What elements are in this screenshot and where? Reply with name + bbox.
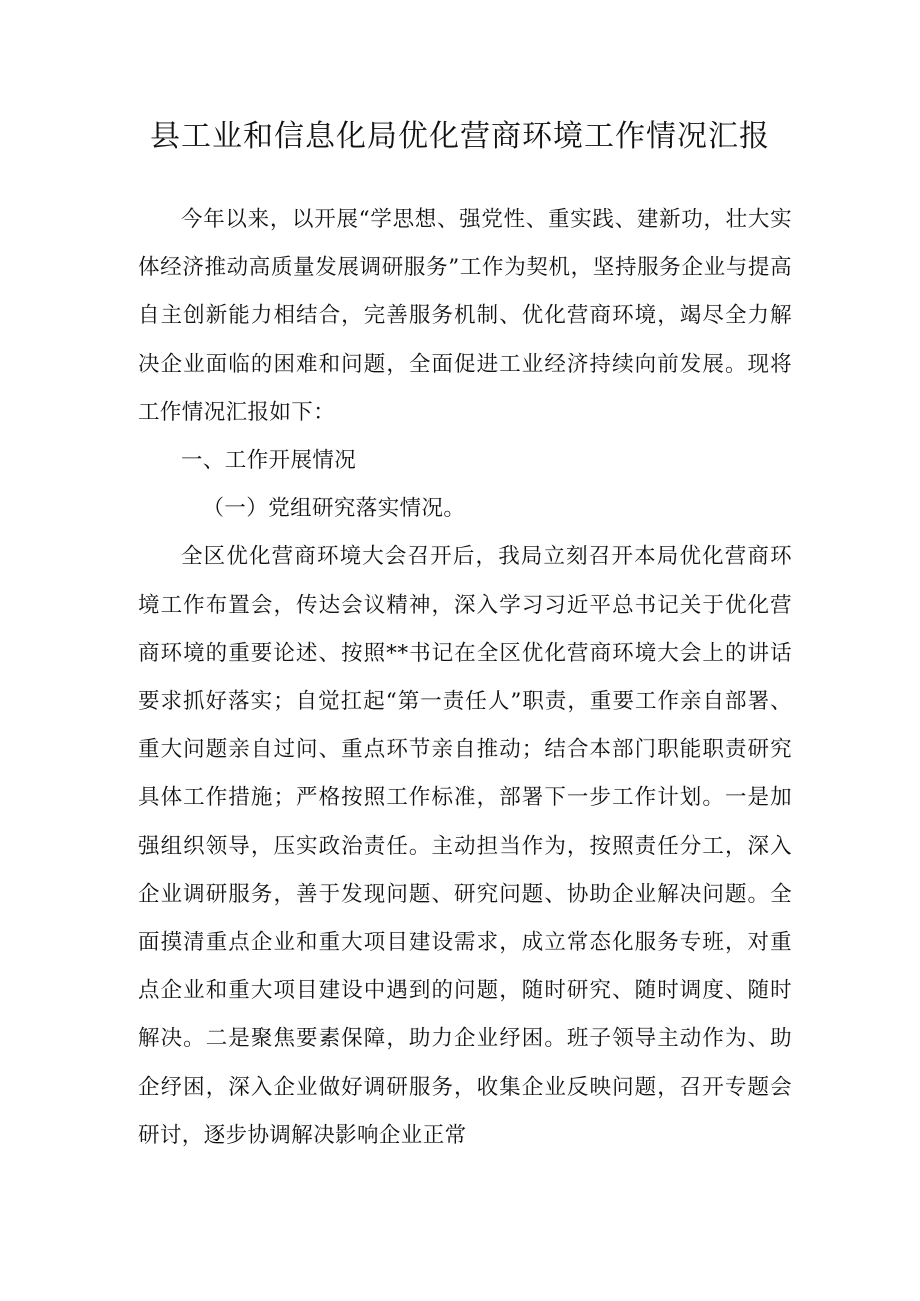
body-paragraph: 全区优化营商环境大会召开后，我局立刻召开本局优化营商环境工作布置会，传达会议精神，深入学习习近平总书记关于优化营商环境的重要论述、按照**书记在全区优化营商环境大会上的讲话要求抓好落实；自觉扛起“第一责任人”职责，重要工作亲自部署、重大问题亲自过问、重点环节亲自推动；结合本部门职能职责研究具体工作措施；严格按照工作标准，部署下一步工作计划。一是加强组织领导，压实政治责任。主动担当作为，按照责任分工，深入企业调研服务，善于发现问题、研究问题、协助企业解决问题。全面摸清重点企业和重大项目建设需求，成立常态化服务专班，对重点企业和重大项目建设中遇到的问题，随时研究、随时调度、随时解决。二是聚焦要素保障，助力企业纾困。班子领导主动作为、助企纾困，深入企业做好调研服务，收集企业反映问题，召开专题会研讨，逐步协调解决影响企业正常: [138, 544, 792, 1148]
intro-paragraph: 今年以来，以开展“学思想、强党性、重实践、建新功，壮大实体经济推动高质量发展调研服务”工作为契机，坚持服务企业与提高自主创新能力相结合，完善服务机制、优化营商环境，竭尽全力解决企业面临的困难和问题，全面促进工业经济持续向前发展。现将工作情况汇报如下：: [138, 207, 792, 425]
document-body: [138, 196, 792, 1160]
subsection-heading: （一）党组研究落实情况。: [202, 496, 466, 522]
section-heading: 一、工作开展情况: [181, 448, 357, 474]
document-title: 县工业和信息化局优化营商环境工作情况汇报: [150, 119, 770, 154]
